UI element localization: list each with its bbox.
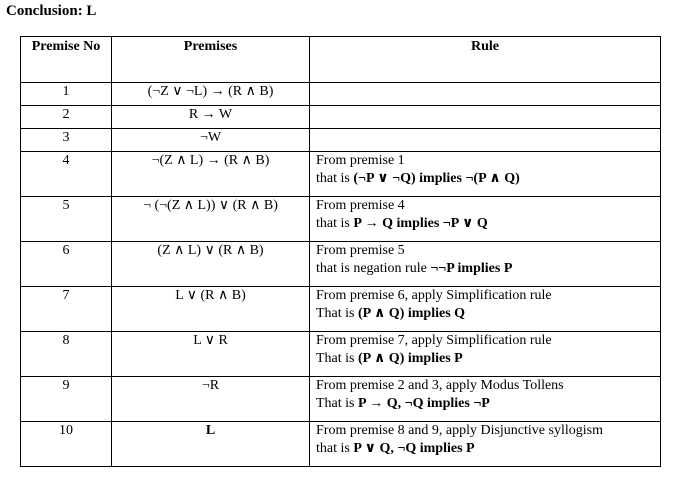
rule-cell (310, 197, 661, 242)
rule-law: P → Q, ¬Q implies ¬P (358, 396, 490, 411)
premise-number: 2 (21, 106, 112, 129)
rule-cell (310, 422, 661, 467)
table-row (21, 377, 661, 422)
premise-number: 7 (21, 287, 112, 332)
table-row (21, 152, 661, 197)
rule-cell (310, 106, 661, 129)
premise-number: 8 (21, 332, 112, 377)
rule-prefix: That is (316, 306, 358, 321)
rule-explanation (316, 395, 660, 413)
rule-source: From premise 4 (316, 198, 405, 213)
table-row (21, 106, 661, 129)
rule-prefix: That is (316, 351, 358, 366)
premise-formula: L ∨ R (112, 332, 310, 377)
rule-source: From premise 1 (316, 153, 405, 168)
header-premise-no: Premise No (21, 37, 112, 83)
rule-source: From premise 5 (316, 243, 405, 258)
rule-explanation (316, 170, 660, 188)
rule-law: ¬¬P implies P (430, 261, 513, 276)
rule-cell (310, 152, 661, 197)
premise-formula: ¬W (112, 129, 310, 152)
header-rule: Rule (310, 37, 661, 83)
rule-source: From premise 8 and 9, apply Disjunctive syllogism (316, 423, 603, 438)
premise-formula: L (112, 422, 310, 467)
premise-formula: ¬R (112, 377, 310, 422)
rule-cell (310, 242, 661, 287)
rule-cell (310, 377, 661, 422)
rule-source: From premise 7, apply Simplification rule (316, 333, 552, 348)
rule-law: (P ∧ Q) implies Q (358, 306, 466, 321)
rule-explanation (316, 215, 660, 233)
header-row (21, 37, 661, 83)
rule-explanation (316, 305, 660, 323)
rule-law: P → Q implies ¬P ∨ Q (353, 216, 488, 231)
premise-formula: R → W (112, 106, 310, 129)
table-row (21, 129, 661, 152)
premise-number: 9 (21, 377, 112, 422)
rule-cell (310, 287, 661, 332)
rule-source: From premise 2 and 3, apply Modus Tollens (316, 378, 564, 393)
rule-explanation (316, 440, 660, 458)
table-row (21, 83, 661, 106)
rule-source: From premise 6, apply Simplification rule (316, 288, 552, 303)
rule-prefix: that is (316, 441, 354, 456)
rule-law: P ∨ Q, ¬Q implies P (353, 441, 475, 456)
table-row (21, 242, 661, 287)
premise-number: 10 (21, 422, 112, 467)
premise-number: 4 (21, 152, 112, 197)
table-row (21, 332, 661, 377)
header-premises: Premises (112, 37, 310, 83)
premise-formula: (¬Z ∨ ¬L) → (R ∧ B) (112, 83, 310, 106)
rule-law: (P ∧ Q) implies P (358, 351, 463, 366)
rule-prefix: that is (316, 216, 354, 231)
rule-law: (¬P ∨ ¬Q) implies ¬(P ∧ Q) (353, 171, 520, 186)
premise-number: 1 (21, 83, 112, 106)
rule-prefix: that is negation rule (316, 261, 431, 276)
premise-formula: (Z ∧ L) ∨ (R ∧ B) (112, 242, 310, 287)
premise-formula: L ∨ (R ∧ B) (112, 287, 310, 332)
premise-formula: ¬ (¬(Z ∧ L)) ∨ (R ∧ B) (112, 197, 310, 242)
table-row (21, 287, 661, 332)
table-row (21, 422, 661, 467)
premise-number: 3 (21, 129, 112, 152)
premise-number: 6 (21, 242, 112, 287)
rule-explanation (316, 350, 660, 368)
table-row (21, 197, 661, 242)
proof-table (20, 36, 661, 467)
rule-explanation (316, 260, 660, 278)
rule-cell (310, 83, 661, 106)
premise-formula: ¬(Z ∧ L) → (R ∧ B) (112, 152, 310, 197)
rule-cell (310, 332, 661, 377)
premise-number: 5 (21, 197, 112, 242)
rule-prefix: That is (316, 396, 358, 411)
rule-cell (310, 129, 661, 152)
rule-prefix: that is (316, 171, 354, 186)
conclusion-title: Conclusion: L (6, 3, 97, 19)
